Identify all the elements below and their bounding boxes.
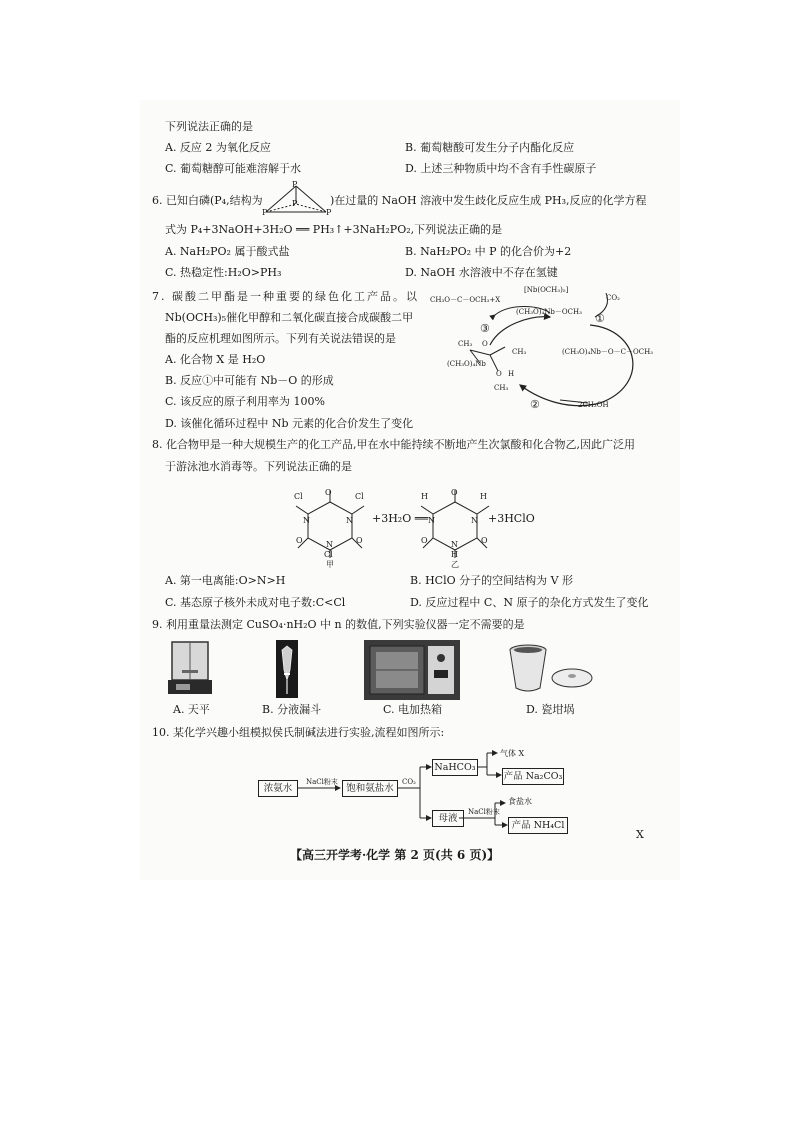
q6-option-a: A. NaH₂PO₂ 属于酸式盐 [165, 245, 290, 258]
atom-p-middle: P [292, 199, 298, 208]
step-1-marker: ① [595, 312, 605, 325]
q10-stem: 10. 某化学兴趣小组模拟侯氏制碱法进行实验,流程如图所示: [152, 726, 445, 739]
electric-oven-image [364, 640, 460, 700]
jia-cl-bottom: Cl [324, 550, 333, 559]
q9-option-a: A. 天平 [173, 703, 210, 716]
q7-option-b: B. 反应①中可能有 Nb－O 的形成 [165, 374, 334, 387]
compound-yi-label: 乙 [451, 560, 459, 569]
catalyst-label: [Nb(OCH₃)₅] [524, 286, 569, 294]
atom-p-left: P [262, 208, 268, 217]
atom-p-top: P [292, 180, 298, 189]
q7-option-c: C. 该反应的原子利用率为 100% [165, 395, 325, 408]
box-ammonia: 浓氨水 [258, 780, 298, 797]
yi-o-top: O [451, 488, 458, 497]
yi-n-left: N [428, 516, 435, 525]
arrow-label-co2: CO₂ [402, 778, 416, 786]
jia-cl-left: Cl [294, 492, 303, 501]
q8-option-b: B. HClO 分子的空间结构为 V 形 [410, 574, 574, 587]
ring-h: H [508, 370, 515, 378]
q8-option-c: C. 基态原子核外未成对电子数:C<Cl [165, 596, 346, 609]
yi-o-right: O [481, 536, 488, 545]
q6-option-d: D. NaOH 水溶液中不存在氢键 [405, 266, 558, 279]
q9-option-b: B. 分液漏斗 [262, 703, 322, 716]
balance-image [166, 640, 214, 698]
atom-p-right: P [326, 208, 332, 217]
q5-option-c: C. 葡萄糖醇可能难溶解于水 [165, 162, 302, 175]
species-3-label: (CH₃O)₄Nb [447, 360, 486, 368]
step-3-marker: ③ [480, 322, 490, 335]
porcelain-crucible-image [504, 642, 594, 696]
yi-h-right: H [480, 492, 487, 501]
q6-option-c: C. 热稳定性:H₂O>PH₃ [165, 266, 282, 279]
ring-ch3-top: CH₃ [458, 340, 473, 348]
q8-option-a: A. 第一电离能:O>N>H [165, 574, 286, 587]
box-nahco3: NaHCO₃ [432, 759, 478, 776]
q7-stem-line3: 酯的反应机理如图所示。下列有关说法错误的是 [165, 332, 396, 345]
step-2-marker: ② [530, 398, 540, 411]
compound-jia-label: 甲 [326, 560, 334, 569]
arrow-label-nacl-2: NaCl粉末 [468, 808, 500, 816]
q8-option-d: D. 反应过程中 C、N 原子的杂化方式发生了变化 [410, 596, 649, 609]
yi-o-left: O [421, 536, 428, 545]
q7-stem-line2: Nb(OCH₃)₅催化甲醇和二氧化碳直接合成碳酸二甲 [165, 311, 414, 324]
species-1-label: (CH₃O)₄Nb－OCH₃ [516, 308, 582, 316]
q8-stem-line1: 8. 化合物甲是一种大规模生产的化工产品,甲在水中能持续不断地产生次氯酸和化合物乙,因此广泛用 [152, 438, 635, 451]
jia-o-top: O [325, 488, 332, 497]
yi-n-bottom: N [451, 540, 458, 549]
page-footer: 【高三开学考·化学 第 2 页(共 6 页)】 [290, 848, 500, 862]
jia-n-left: N [303, 516, 310, 525]
ring-o-bottom: O [496, 370, 502, 378]
ring-ch3-right: CH₃ [512, 348, 527, 356]
jia-n-right: N [346, 516, 353, 525]
q5-option-d: D. 上述三种物质中均不含有手性碳原子 [405, 162, 597, 175]
jia-n-bottom: N [326, 540, 333, 549]
species-2-label: (CH₃O)₄Nb－O－C－OCH₃ [562, 348, 653, 356]
yi-n-right: N [471, 516, 478, 525]
co2-label: CO₂ [606, 294, 620, 302]
q8-reagent-water: +3H₂O ══ [372, 512, 428, 525]
methanol-label: 2CH₃OH [578, 401, 609, 409]
q5-option-b: B. 葡萄糖酸可发生分子内酯化反应 [405, 141, 575, 154]
q7-option-a: A. 化合物 X 是 H₂O [165, 353, 266, 366]
side-mark: X [636, 828, 644, 841]
box-mother-liquor: 母液 [432, 810, 464, 827]
q5-option-a: A. 反应 2 为氧化反应 [165, 141, 271, 154]
yi-h-left: H [421, 492, 428, 501]
q6-stem-part2: )在过量的 NaOH 溶液中发生歧化反应生成 PH₃,反应的化学方程 [330, 194, 647, 207]
q7-option-d: D. 该催化循环过程中 Nb 元素的化合价发生了变化 [165, 417, 414, 430]
q9-option-c: C. 电加热箱 [383, 703, 443, 716]
gas-x-label: 气体 X [500, 749, 525, 758]
box-product-soda: 产品 Na₂CO₃ [502, 768, 564, 785]
q7-stem-line1: 7. 碳酸二甲酯是一种重要的绿色化工产品。以 [152, 290, 419, 303]
ring-o-top: O [482, 340, 488, 348]
separatory-funnel-image [276, 640, 298, 698]
yi-h-bottom: H [451, 550, 458, 559]
box-ammoniated-brine: 饱和氨盐水 [342, 780, 398, 797]
q8-product-hclo: +3HClO [488, 512, 535, 525]
box-product-nh4cl: 产品 NH₄Cl [508, 817, 568, 834]
q8-stem-line2: 于游泳池水消毒等。下列说法正确的是 [165, 460, 352, 473]
q6-stem-part1: 6. 已知白磷(P₄,结构为 [152, 194, 263, 207]
q9-stem: 9. 利用重量法测定 CuSO₄·nH₂O 中 n 的数值,下列实验仪器一定不需要的是 [152, 618, 525, 631]
q6-stem-equation: 式为 P₄+3NaOH+3H₂O ══ PH₃↑+3NaH₂PO₂,下列说法正确的是 [165, 223, 503, 236]
salt-water-label: 食盐水 [508, 797, 532, 806]
q6-option-b: B. NaH₂PO₂ 中 P 的化合价为+2 [405, 245, 572, 258]
arrow-label-nacl-1: NaCl粉末 [306, 778, 338, 786]
ring-ch3-bottom: CH₃ [494, 384, 509, 392]
jia-cl-right: Cl [355, 492, 364, 501]
product-dmc-label: CH₃O－C－OCH₃+X [430, 296, 501, 304]
jia-o-right: O [356, 536, 363, 545]
q9-option-d: D. 瓷坩埚 [526, 703, 575, 716]
q5-stem: 下列说法正确的是 [165, 120, 253, 133]
jia-o-left: O [296, 536, 303, 545]
